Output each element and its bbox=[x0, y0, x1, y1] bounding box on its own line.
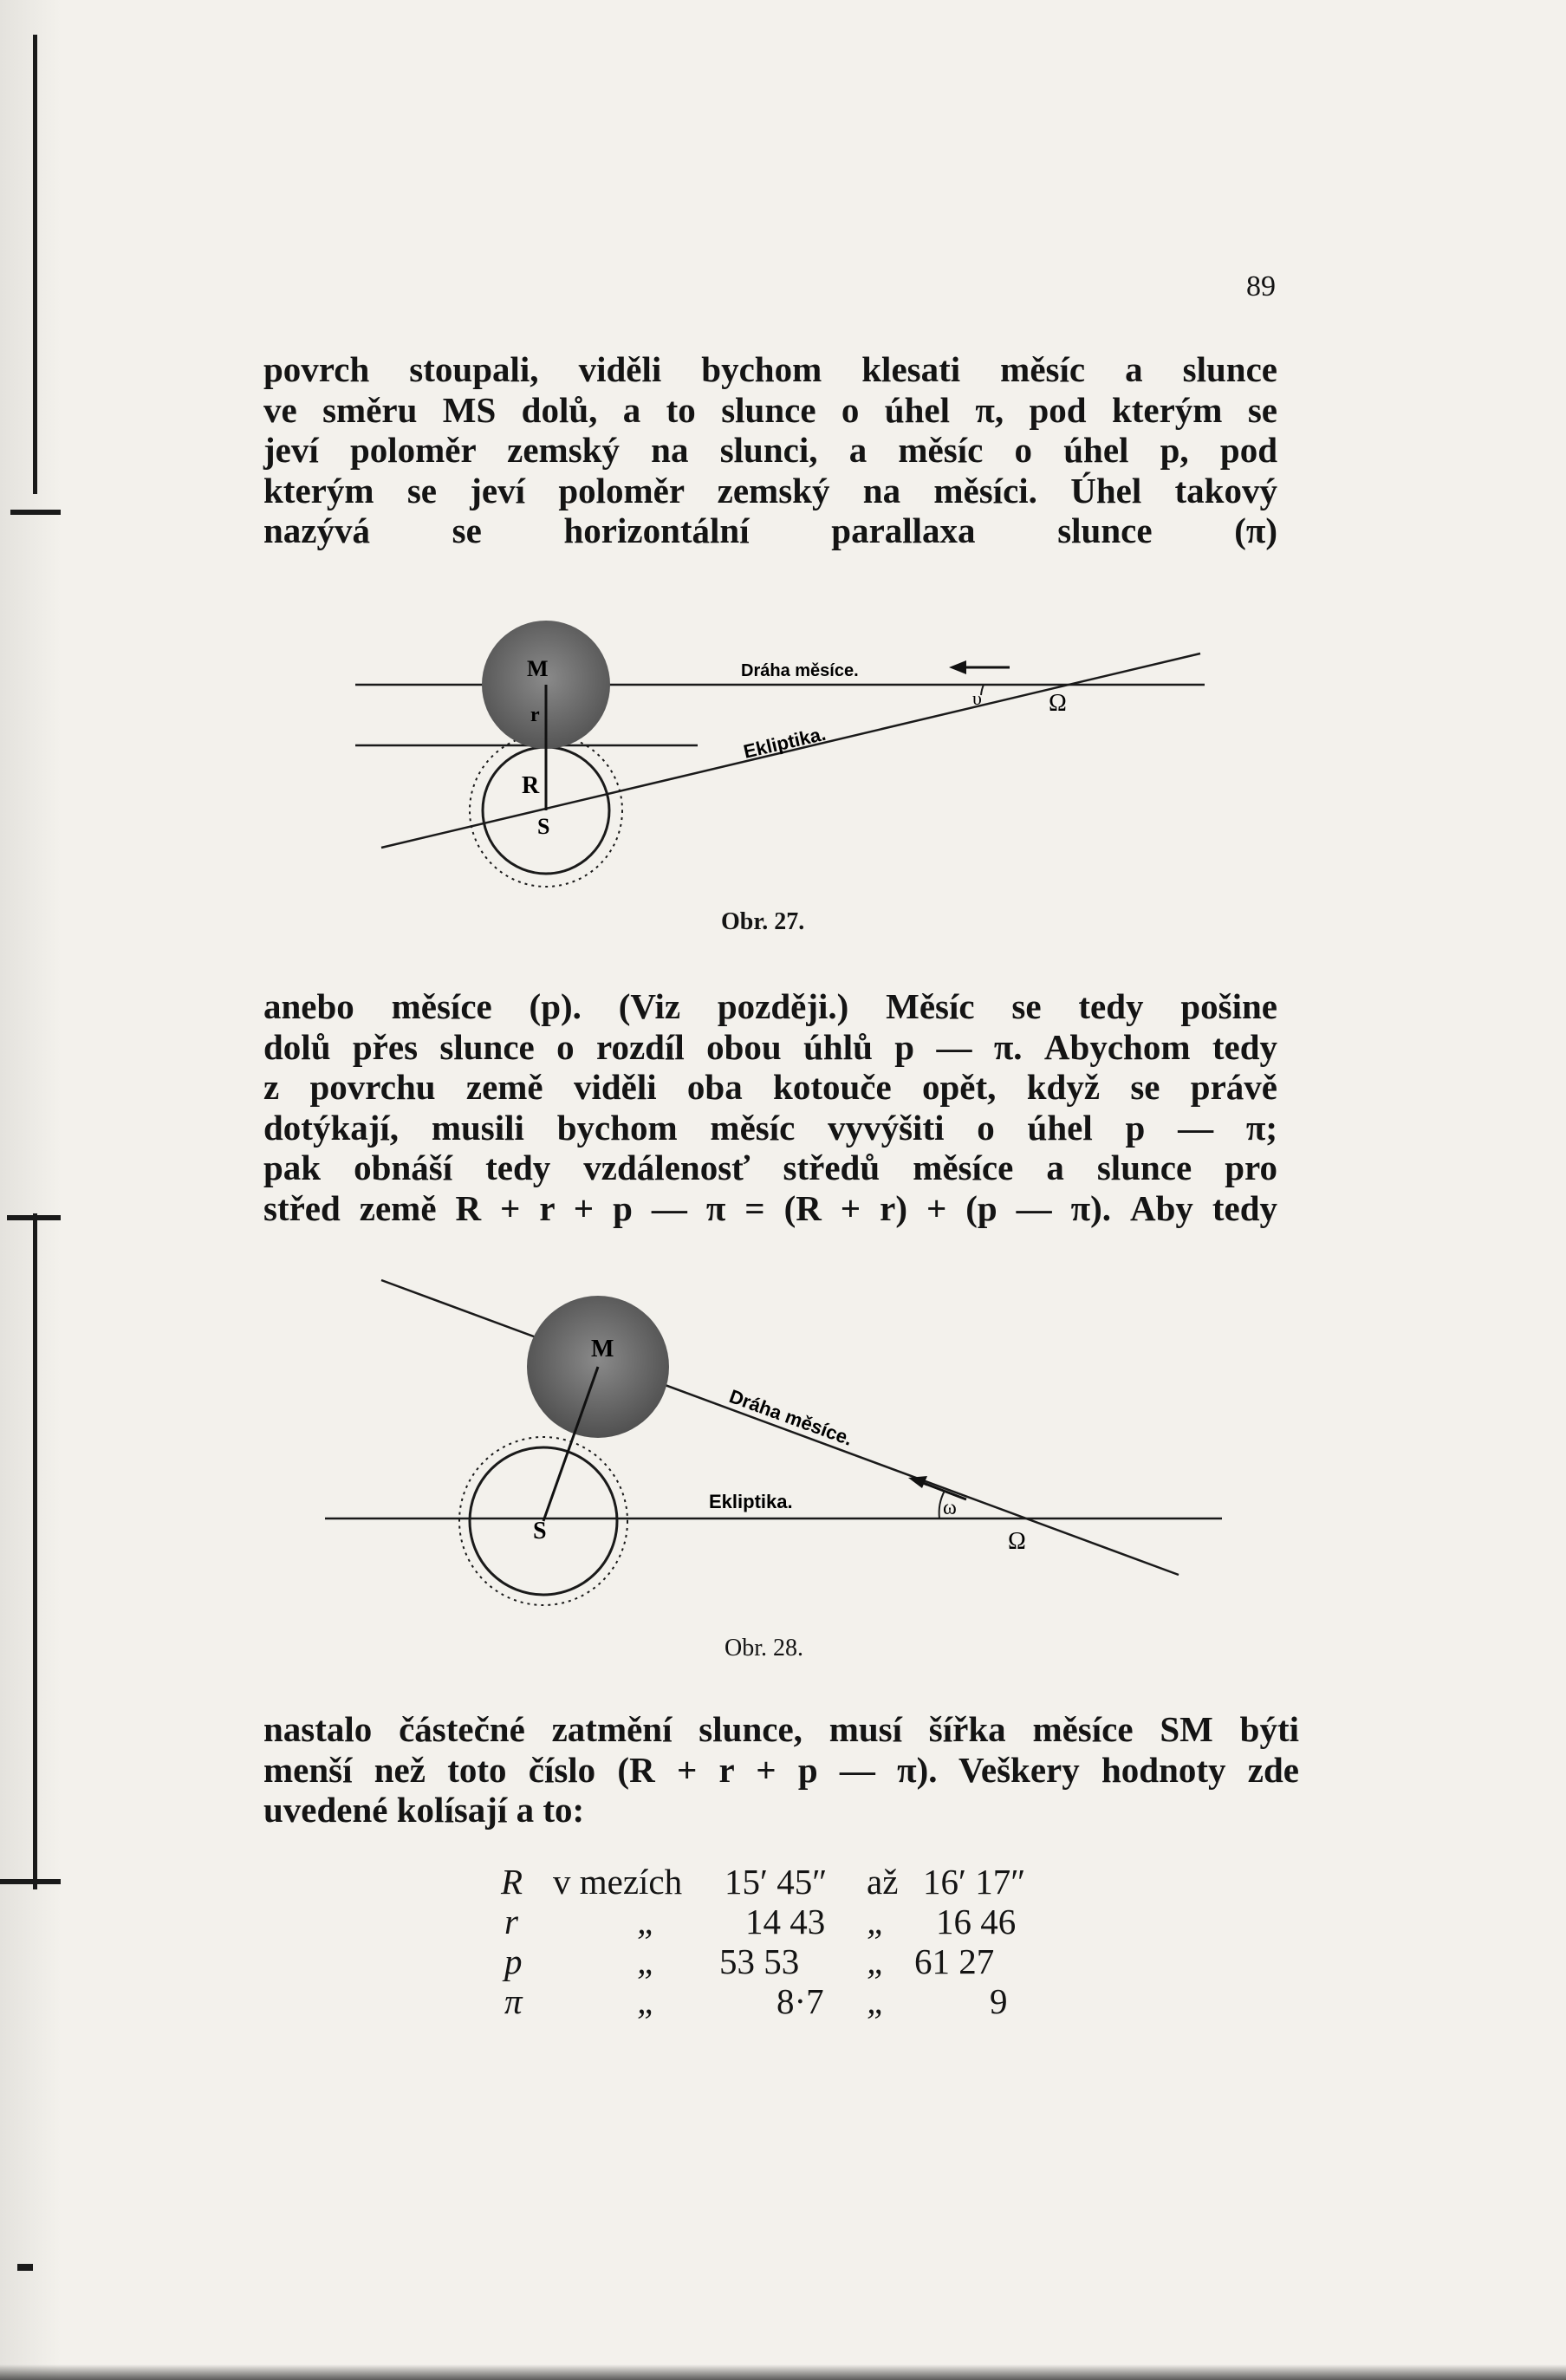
from-cell: 53 53 bbox=[719, 1941, 800, 1981]
angle-omega-label: ω bbox=[943, 1497, 957, 1519]
page-bottom-edge bbox=[0, 2364, 1566, 2380]
figure-27-caption: Obr. 27. bbox=[721, 908, 805, 935]
ecliptic-label: Ekliptika. bbox=[741, 722, 828, 763]
word-cell: „ bbox=[637, 1941, 657, 1981]
gutter-tick bbox=[10, 510, 61, 515]
text-line: ve směru MS dolů, a to slunce o úhel π, pod kterým se bbox=[263, 389, 1277, 430]
paragraph-2 bbox=[263, 986, 1277, 1228]
arrow-head bbox=[908, 1476, 927, 1488]
ecliptic-label: Ekliptika. bbox=[709, 1491, 793, 1512]
text-line: dotýkají, musili bychom měsíc vyvýšiti o úhel p — π; bbox=[263, 1107, 1277, 1148]
node-label: Ω bbox=[1049, 690, 1067, 717]
sun-center-label: S bbox=[533, 1518, 547, 1544]
text-line: kterým se jeví poloměr zemský na měsíci. Úhel takový bbox=[263, 470, 1277, 510]
word-cell: v mezích bbox=[553, 1862, 683, 1902]
angle-mark: υ bbox=[972, 687, 982, 709]
text-line: uvedené kolísají a to: bbox=[263, 1790, 585, 1830]
paragraph-3 bbox=[263, 1709, 1299, 1831]
gutter-rule-middle bbox=[33, 1213, 37, 1889]
radius-r-label: r bbox=[530, 704, 540, 726]
to-cell: 16′ 17″ bbox=[923, 1862, 1026, 1902]
arrow-head bbox=[949, 660, 966, 674]
node-label: Ω bbox=[1008, 1528, 1026, 1555]
gutter-mark bbox=[17, 2264, 33, 2271]
paragraph-1 bbox=[263, 349, 1277, 551]
orbit-label: Dráha měsíce. bbox=[741, 661, 859, 680]
to-cell: 61 27 bbox=[914, 1941, 995, 1981]
figure-28-diagram bbox=[321, 1270, 1239, 1608]
sep-cell: „ bbox=[867, 1902, 887, 1941]
text-line: anebo měsíce (p). (Viz později.) Měsíc se tedy pošine bbox=[263, 986, 1277, 1026]
moon-center-label: M bbox=[527, 656, 549, 681]
page-number: 89 bbox=[1246, 270, 1276, 302]
figure-28-caption: Obr. 28. bbox=[725, 1635, 803, 1661]
from-cell: 8·7 bbox=[777, 1981, 824, 2021]
moon-center-label: M bbox=[591, 1336, 614, 1362]
symbol-cell: r bbox=[504, 1902, 518, 1941]
from-cell: 14 43 bbox=[745, 1902, 826, 1941]
word-cell: „ bbox=[637, 1981, 657, 2021]
sep-cell: „ bbox=[867, 1941, 887, 1981]
symbol-cell: p bbox=[504, 1941, 523, 1981]
text-line: menší než toto číslo (R + r + p — π). Veškery hodnoty zde bbox=[263, 1749, 1299, 1790]
to-cell: 16 46 bbox=[936, 1902, 1017, 1941]
orbit-label: Dráha měsíce. bbox=[726, 1385, 856, 1450]
word-cell: „ bbox=[637, 1902, 657, 1941]
text-line: jeví poloměr zemský na slunci, a měsíc o úhel p, pod bbox=[263, 430, 1277, 470]
book-gutter bbox=[0, 0, 61, 2380]
text-line: pak obnáší tedy vzdálenosť středů měsíce a slunce pro bbox=[263, 1148, 1277, 1187]
text-line: střed země R + r + p — π = (R + r) + (p — π). Aby tedy bbox=[263, 1187, 1277, 1228]
sep-cell: až bbox=[867, 1862, 899, 1902]
radius-R-label: R bbox=[522, 772, 540, 799]
sep-cell: „ bbox=[867, 1981, 887, 2021]
text-line: dolů přes slunce o rozdíl obou úhlů p — π. Abychom tedy bbox=[263, 1026, 1277, 1067]
text-line: z povrchu země viděli oba kotouče opět, když se právě bbox=[263, 1067, 1277, 1107]
text-line: povrch stoupali, viděli bychom klesati měsíc a slunce bbox=[263, 349, 1277, 389]
text-line: nastalo částečné zatmění slunce, musí šířka měsíce SM býti bbox=[263, 1709, 1299, 1749]
gutter-tick bbox=[7, 1215, 61, 1220]
moon-orbit-line bbox=[381, 1280, 1179, 1575]
gutter-rule-top bbox=[33, 35, 37, 494]
sun-center-label: S bbox=[537, 814, 550, 839]
symbol-cell: π bbox=[504, 1981, 523, 2021]
figure-27-diagram bbox=[329, 598, 1231, 910]
gutter-tick bbox=[0, 1879, 61, 1884]
to-cell: 9 bbox=[990, 1981, 1008, 2021]
from-cell: 15′ 45″ bbox=[725, 1862, 828, 1902]
symbol-cell: R bbox=[501, 1862, 523, 1902]
text-line: nazývá se horizontální parallaxa slunce (π) bbox=[263, 510, 1277, 550]
